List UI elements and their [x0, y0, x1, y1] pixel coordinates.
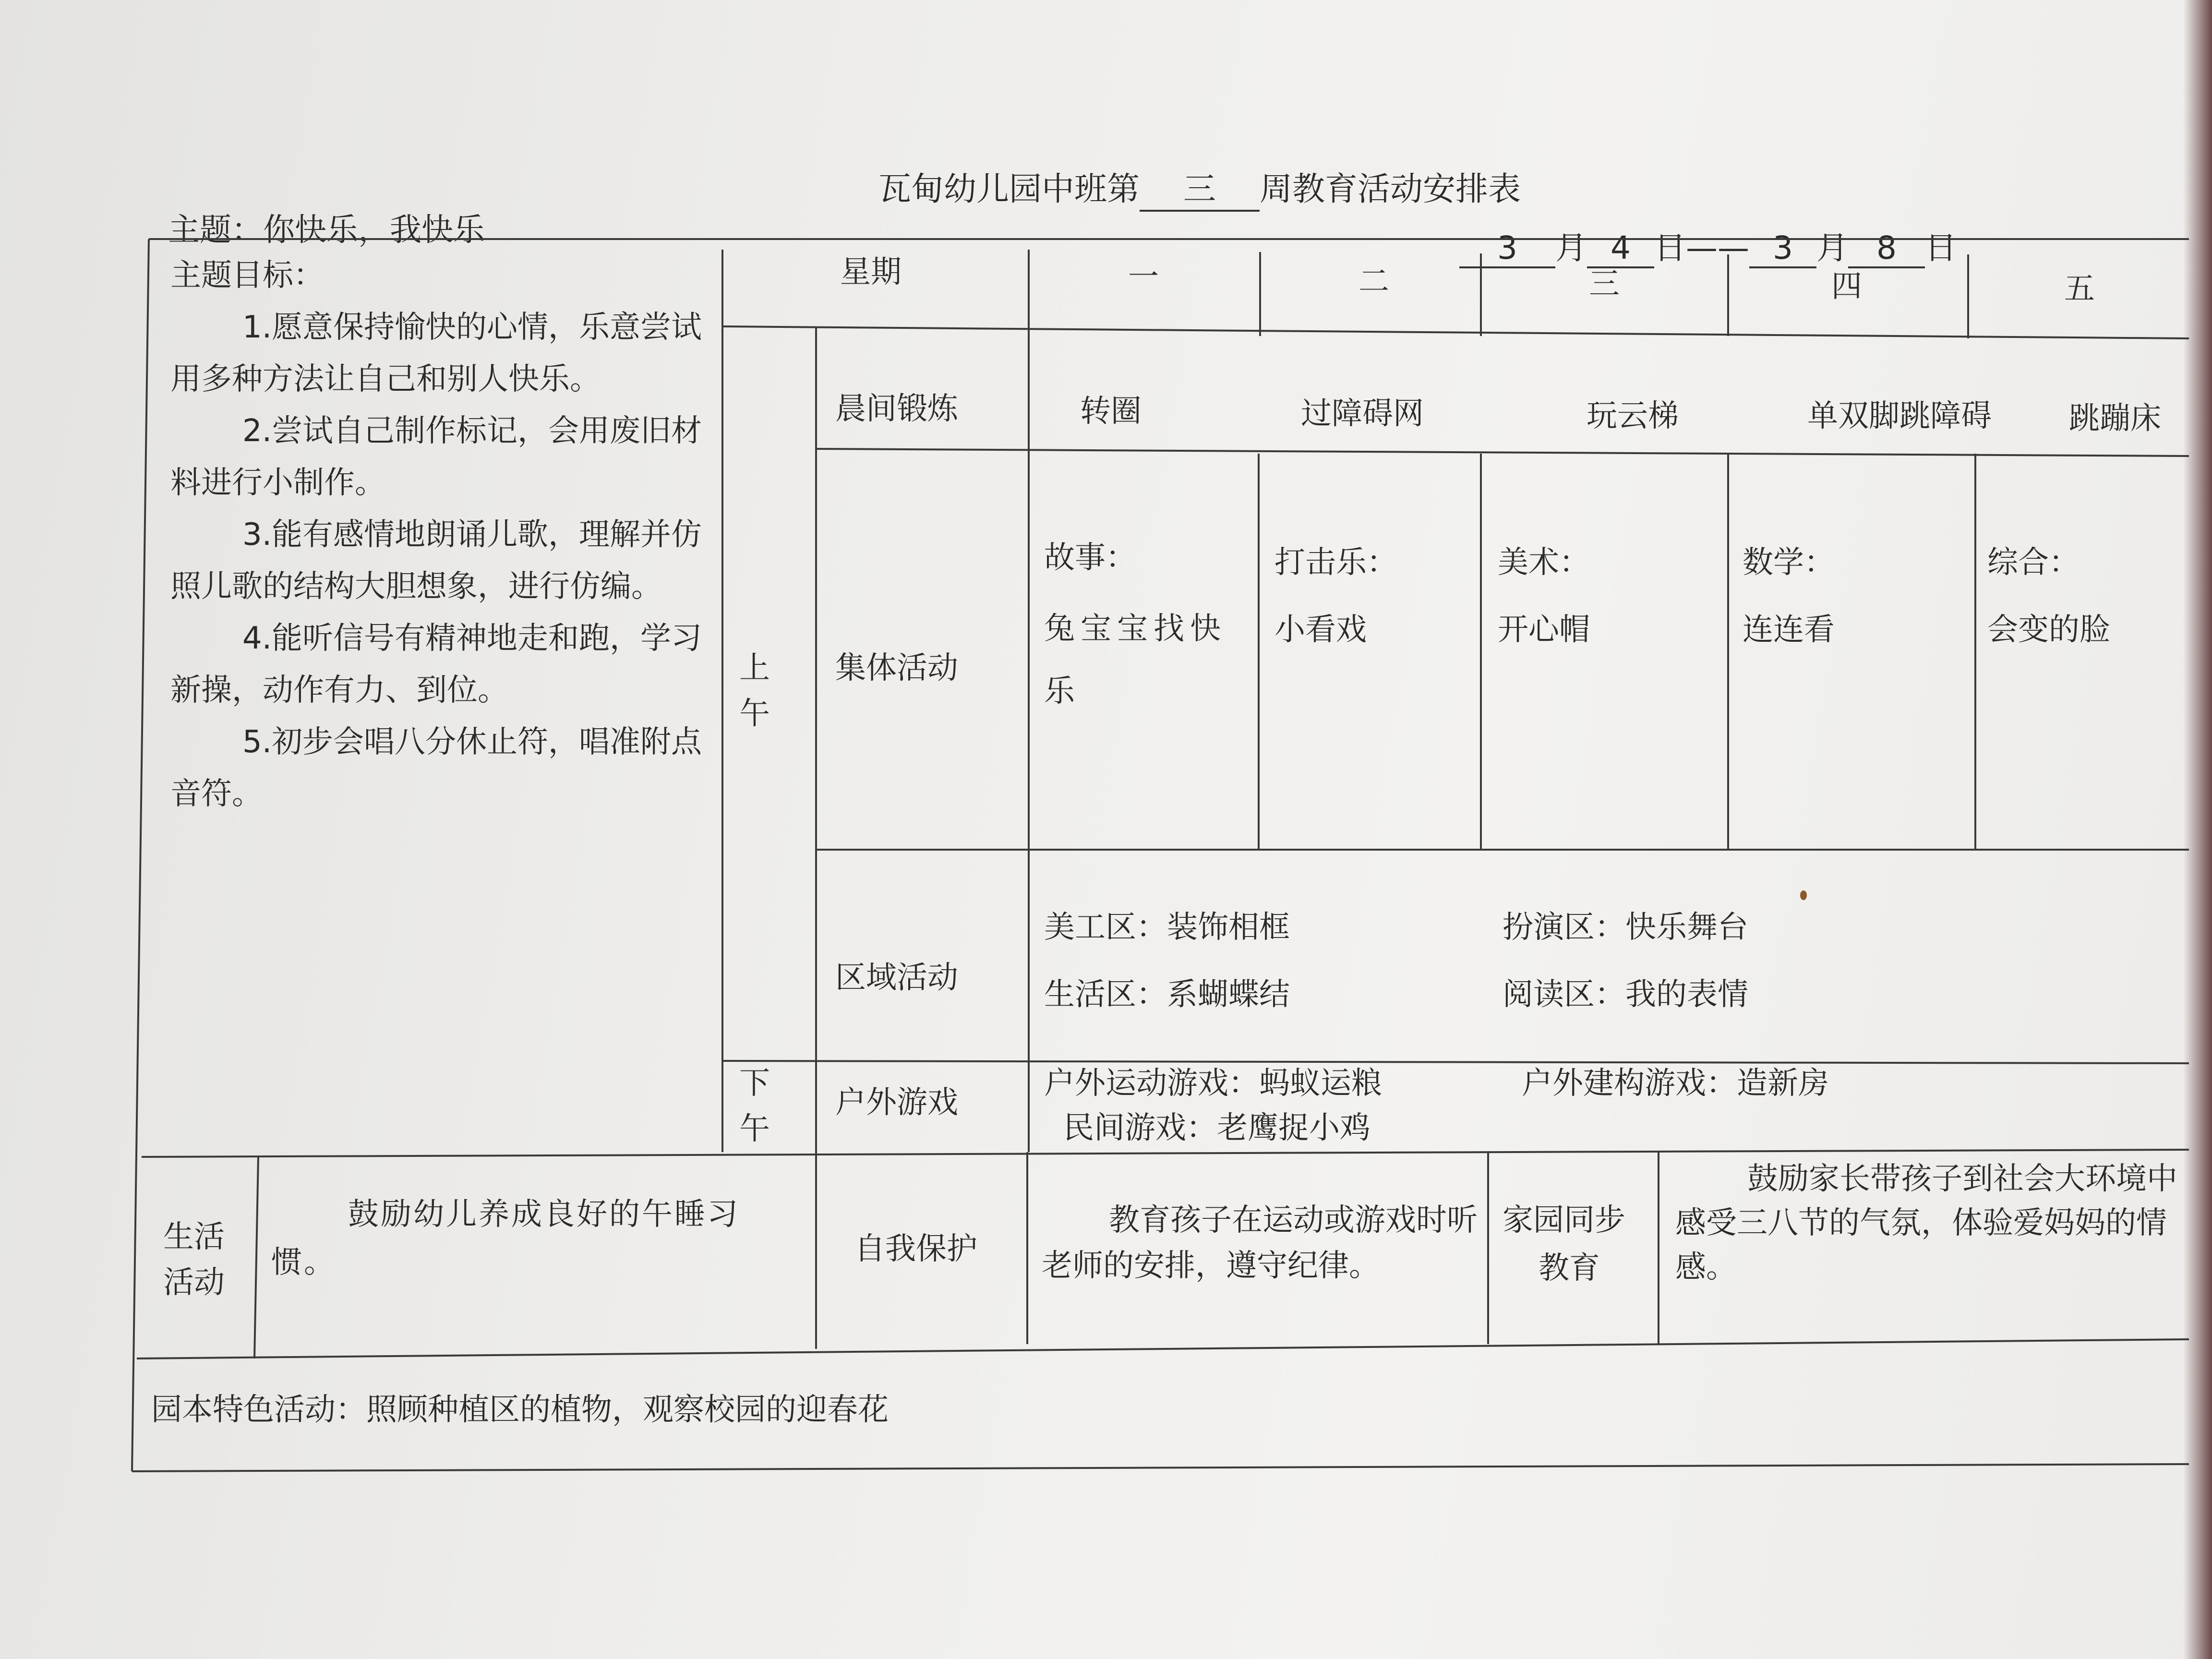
- day-char-2: 日: [1925, 229, 1957, 266]
- day-char: 日: [1654, 229, 1686, 266]
- home-school-label-1: 家园同步: [1503, 1202, 1625, 1238]
- life-activity-label-2: 活动: [163, 1265, 225, 1300]
- weekday-header: 星期: [840, 254, 902, 290]
- goal-item-1: 1.愿意保持愉快的心情，乐意尝试用多种方法让自己和别人快乐。: [170, 310, 702, 397]
- exercise-mon: 转圈: [1080, 394, 1142, 429]
- goal-item-5: 5.初步会唱八分休止符，唱准附点音符。: [170, 724, 702, 812]
- exercise-fri: 跳蹦床: [2069, 401, 2161, 436]
- group-thu-name: 连连看: [1743, 612, 1835, 648]
- area-activity-label: 区域活动: [835, 960, 958, 996]
- date-dash: ——: [1686, 229, 1749, 266]
- outdoor-item-build: 户外建构游戏：造新房: [1522, 1066, 1829, 1101]
- afternoon-label-2: 午: [739, 1111, 770, 1147]
- exercise-wed: 玩云梯: [1587, 398, 1679, 434]
- paper-stain: [1800, 890, 1807, 900]
- exercise-tue: 过障碍网: [1301, 396, 1424, 432]
- start-day: 4: [1587, 229, 1654, 268]
- self-protection-label: 自我保护: [854, 1231, 977, 1267]
- exercise-label: 晨间锻炼: [835, 391, 958, 427]
- day-header-fri: 五: [2064, 271, 2095, 307]
- day-header-mon: 一: [1128, 259, 1159, 295]
- area-item-life: 生活区：系蝴蝶结: [1044, 977, 1290, 1012]
- area-item-reading: 阅读区：我的表情: [1503, 977, 1748, 1012]
- exercise-thu: 单双脚跳障碍: [1807, 398, 1992, 434]
- start-month: 3: [1459, 229, 1555, 268]
- area-item-role: 扮演区：快乐舞台: [1503, 910, 1748, 945]
- goal-item-4: 4.能听信号有精神地走和跑，学习新操，动作有力、到位。: [170, 621, 702, 708]
- group-wed-name: 开心帽: [1498, 612, 1590, 648]
- title-prefix: 瓦甸幼儿园中班第: [878, 170, 1140, 208]
- month-char-2: 月: [1816, 229, 1848, 266]
- goal-item-3: 3.能有感情地朗诵儿歌，理解并仿照儿歌的结构大胆想象，进行仿编。: [170, 517, 702, 604]
- morning-label-1: 上: [739, 650, 770, 686]
- group-activity-label: 集体活动: [835, 650, 958, 686]
- outdoor-item-folk: 民间游戏：老鹰捉小鸡: [1063, 1110, 1370, 1146]
- group-wed-type: 美术：: [1498, 545, 1590, 580]
- week-number: 三: [1140, 163, 1260, 212]
- feature-activity: 园本特色活动：照顾种植区的植物，观察校园的迎春花: [151, 1392, 889, 1428]
- area-item-art: 美工区：装饰相框: [1044, 910, 1290, 945]
- end-month: 3: [1749, 229, 1816, 268]
- outdoor-label: 户外游戏: [835, 1085, 958, 1120]
- home-school-text: 鼓励家长带孩子到社会大环境中感受三八节的气氛，体验爱妈妈的情感。: [1675, 1161, 2177, 1285]
- day-header-thu: 四: [1831, 269, 1862, 304]
- theme-goals: [170, 250, 713, 820]
- life-activity-text: 鼓励幼儿养成良好的午睡习惯。: [271, 1197, 740, 1280]
- morning-label-2: 午: [739, 696, 770, 732]
- goals-label: 主题目标：: [170, 258, 324, 293]
- outdoor-item-sport: 户外运动游戏：蚂蚁运粮: [1044, 1066, 1382, 1101]
- home-school-label-2: 教育: [1539, 1250, 1600, 1286]
- group-thu-type: 数学：: [1743, 545, 1835, 580]
- day-header-tue: 二: [1358, 264, 1389, 300]
- group-tue-type: 打击乐：: [1274, 545, 1397, 580]
- title-suffix: 周教育活动安排表: [1260, 170, 1521, 208]
- group-fri-name: 会变的脸: [1987, 612, 2110, 648]
- group-fri-type: 综合：: [1987, 545, 2080, 580]
- group-mon-type: 故事：: [1044, 540, 1136, 576]
- end-day: 8: [1848, 229, 1925, 268]
- month-char: 月: [1555, 229, 1587, 266]
- life-activity-label-1: 生活: [163, 1219, 225, 1255]
- afternoon-label-1: 下: [739, 1066, 770, 1101]
- day-header-wed: 三: [1589, 266, 1620, 302]
- self-protection-text: 教育孩子在运动或游戏时听老师的安排，遵守纪律。: [1042, 1202, 1478, 1284]
- group-mon-name: 兔宝宝找快乐: [1044, 611, 1226, 709]
- group-tue-name: 小看戏: [1274, 612, 1367, 648]
- goal-item-2: 2.尝试自己制作标记，会用废旧材料进行小制作。: [170, 413, 702, 501]
- subject-line: 主题：你快乐，我快乐: [168, 211, 485, 248]
